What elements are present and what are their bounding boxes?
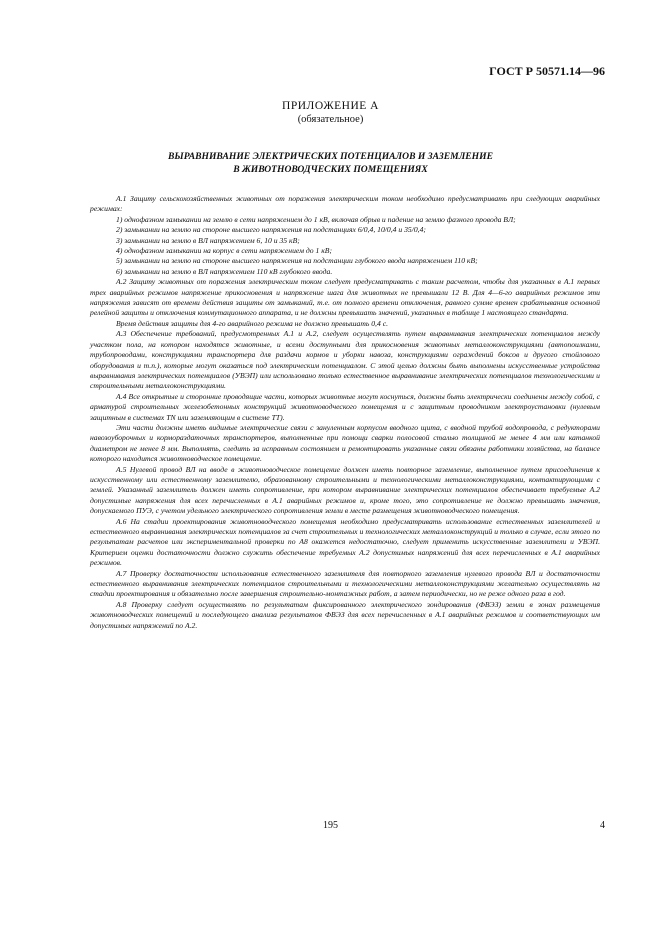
section-title	[60, 150, 601, 176]
section-title-line1: ВЫРАВНИВАНИЕ ЭЛЕКТРИЧЕСКИХ ПОТЕНЦИАЛОВ И ЗАЗЕМЛЕНИЕ	[168, 151, 493, 162]
paragraph: А.1 Защиту сельскохозяйственных животных от поражения электрическим током необходимо предусматривать при следующих аварийных режимах:	[90, 194, 600, 214]
paragraph: А.7 Проверку достаточности использования естественного заземлителя для повторного заземления нулевого провода ВЛ и достаточности естественного выравнивания электрических потенциалов строительными и технологическими металлоконструкциями желательно осуществлять на стадии проектирования и обязательно после завершения строительно-монтажных работ, а затем периодически, но не реже одного раза в год.	[90, 568, 600, 599]
appendix-status: (обязательное)	[297, 114, 364, 125]
body-text	[90, 194, 600, 631]
appendix-title: ПРИЛОЖЕНИЕ А	[282, 100, 379, 112]
paragraph: А.3 Обеспечение требований, предусмотренных А.1 и А.2, следует осуществлять путем выравнивания электрических потенциалов между участком пола, на котором находятся животные, и всеми доступными для прикосновения животных металлоконструкциями (автопоилками, трубопроводами, конструкциями транспортера для раздачи кормов и уборки навоза, конструкциями ограждений боксов и другого стойлового оборудования и т.п.), которые могут оказаться под электрическим потенциалом. С этой целью должны быть выполнены искусственные устройства выравнивания электрических потенциалов (УВЭП) или использовано только естественное выравнивание электрических потенциалов технологическими и строительными металлоконструкциями.	[90, 329, 600, 391]
paragraph: 5) замыкании на землю на стороне высшего напряжения на подстанции глубокого ввода напряжением 110 кВ;	[116, 256, 478, 266]
paragraph: А.5 Нулевой провод ВЛ на вводе в животноводческое помещение должен иметь повторное заземление, выполненное путем присоединения к искусственному или естественному заземлителю, образованному строительными и технологическими металлоконструкциями, контактирующими с землей. Указанный заземлитель должен иметь сопротивление, при котором выравнивание электрических потенциалов обеспечивает требуемые А.2 допустимые напряжения для всех перечисленных в А.1 аварийных режимов и, кроме того, это сопротивление не должно превышать значения, допускаемого ПУЭ, с учетом удельного электрического сопротивления земли в месте размещения животноводческого помещения.	[90, 464, 600, 516]
page-number: 195	[323, 820, 338, 831]
paragraph: Эти части должны иметь видимые электрические связи с зануленным корпусом вводного щита, с вводной трубой водопровода, с редукторами навозоуборочных и кормораздаточных транспортеров, выполненные при помощи сварки полосовой сталью толщиной не менее 4 мм или катанкой диаметром не менее 8 мм. Выполнять, следить за исправным состоянием и ремонтировать указанные связи обязаны работники хозяйства, на балансе которого находится животноводческое помещение.	[90, 422, 600, 464]
paragraph: А.4 Все открытые и сторонние проводящие части, которых животные могут коснуться, должны быть электрически соединены между собой, с арматурой строительных железобетонных конструкций животноводческого помещения и с защитным проводником электроустановки (нулевым защитным в системах TN или заземляющим в системе TT).	[90, 391, 600, 422]
standard-number: ГОСТ Р 50571.14—96	[489, 64, 605, 78]
sheet-number: 4	[600, 820, 605, 831]
paragraph: Время действия защиты для 4-го аварийного режима не должно превышать 0,4 с.	[116, 318, 388, 328]
paragraph: 6) замыкании на землю в ВЛ напряжением 110 кВ глубокого ввода.	[116, 266, 333, 276]
paragraph: 1) однофазном замыкании на землю в сети напряжением до 1 кВ, включая обрыв и падение на землю фазного провода ВЛ;	[116, 214, 516, 224]
section-title-line2: В ЖИВОТНОВОДЧЕСКИХ ПОМЕЩЕНИЯХ	[233, 164, 428, 175]
paragraph: А.6 На стадии проектирования животноводческого помещения необходимо предусматривать использование естественных заземлителей и естественного выравнивания электрических потенциалов за счет строительных и технологических металлоконструкций и только в случае, если этого по результатам расчетов или экспериментальной проверки по А8 окажется недостаточно, следует применить искусственные заземлители и УВЭП. Критерием оценки достаточности должно служить обеспечение требуемых А.2 допустимых напряжений для всех перечисленных в А.1 аварийных режимов.	[90, 516, 600, 568]
paragraph: 2) замыкании на землю на стороне высшего напряжения на подстанциях 6/0,4, 10/0,4 и 35/0,4;	[116, 225, 426, 235]
paragraph: 3) замыкании на землю в ВЛ напряжением 6, 10 и 35 кВ;	[116, 235, 300, 245]
paragraph: А.8 Проверку следует осуществлять по результатам фиксированного электрического зондирования (ФВЭЗ) земли в зонах размещения животноводческих помещений и последующего анализа результатов ФВЭЗ для всех перечисленных в А.1 аварийных режимов и соответствующих им допустимых напряжений по А.2.	[90, 599, 600, 630]
paragraph: 4) однофазном замыкании на корпус в сети напряжением до 1 кВ;	[116, 246, 333, 256]
paragraph: А.2 Защиту животных от поражения электрическим током следует предусматривать с таким расчетом, чтобы для указанных в А.1 первых трех аварийных режимов напряжение прикосновения и напряжение шага для животных не превышали 12 В. Для 4—6-го аварийных режимов эти напряжения зависят от времени действия защиты от замыканий, т.е. от полного времени отключения, равного сумме времен срабатывания основной релейной защиты и отключения коммутационного аппарата, и не должны превышать значений, указанных в таблице 1 настоящего стандарта.	[90, 277, 600, 318]
